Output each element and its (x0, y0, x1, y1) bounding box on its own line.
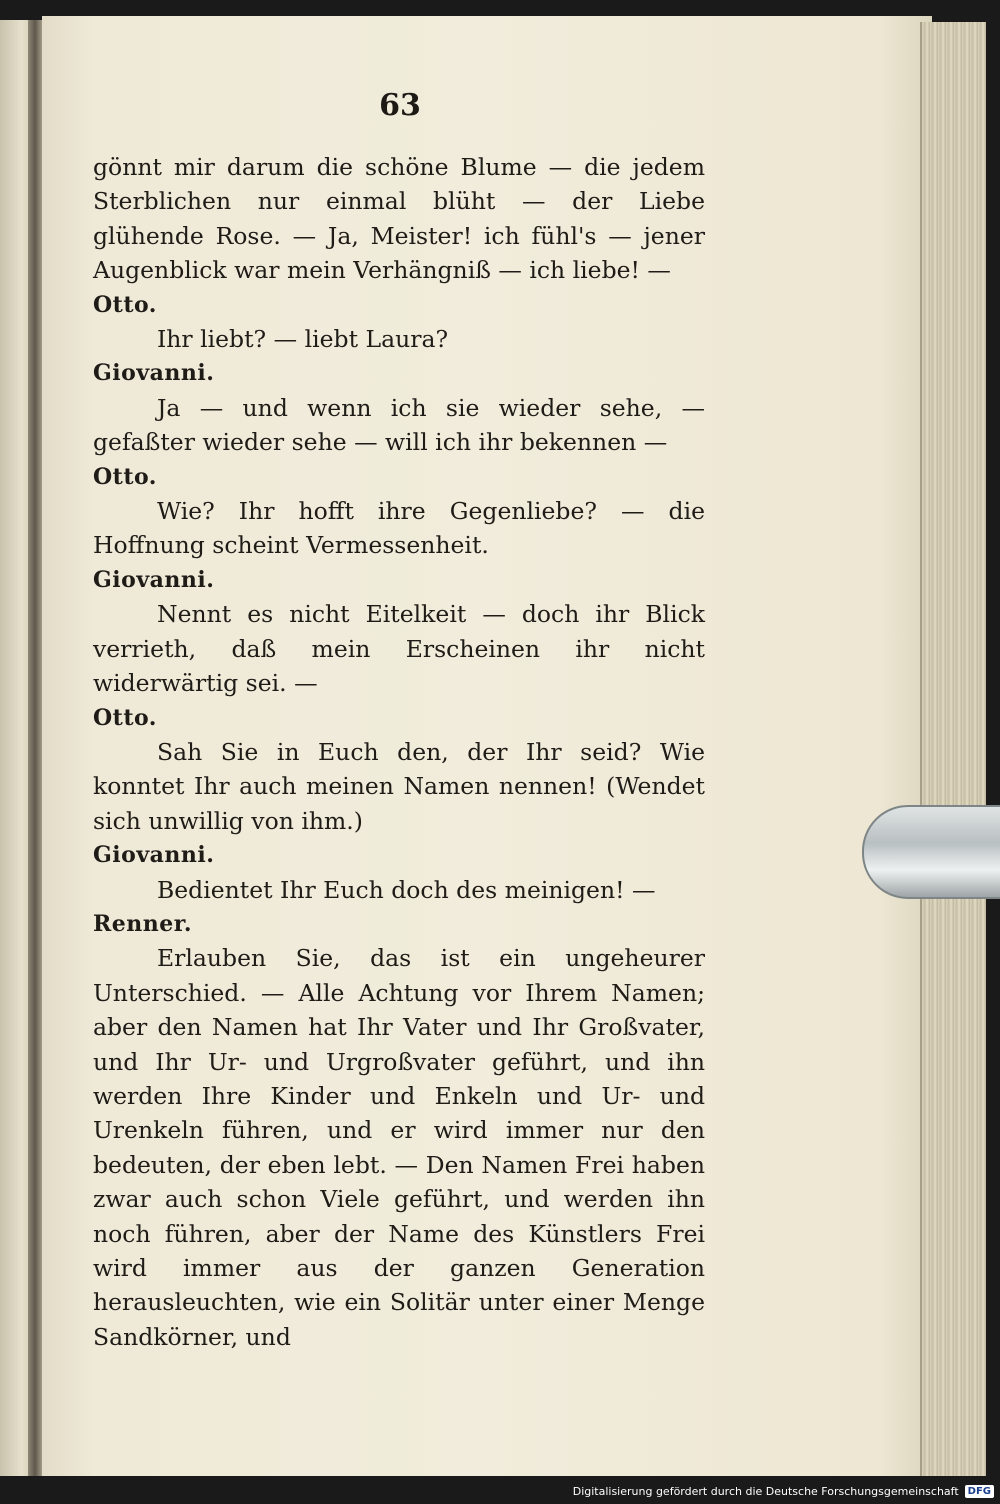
speaker-name: Giovanni. (93, 360, 215, 387)
paragraph: Bedientet Ihr Euch doch des meinigen! — (157, 875, 656, 904)
page-text (93, 150, 705, 1354)
paragraph: gönnt mir darum die schöne Blume — die jedem Sterblichen nur einmal blüht — der Liebe glühende Rose. — Ja, Meister! ich fühl's — jener Augenblick war mein Verhängniß — ich liebe! — (93, 153, 705, 285)
page-clip (862, 805, 1000, 899)
page-number: 63 (379, 88, 421, 123)
footer-text: Digitalisierung gefördert durch die Deutsche Forschungsgemeinschaft (572, 1484, 959, 1498)
page-stack-edge (920, 22, 986, 1476)
paragraph: Sah Sie in Euch den, der Ihr seid? Wie konntet Ihr auch meinen Namen nennen! (Wendet sich unwillig von ihm.) (93, 737, 705, 835)
paragraph: Wie? Ihr hofft ihre Gegenliebe? — die Hoffnung scheint Vermessenheit. (93, 497, 705, 560)
book-gutter (28, 20, 42, 1476)
speaker-name: Otto. (93, 463, 157, 490)
speaker-name: Giovanni. (93, 842, 215, 869)
paragraph: Ihr liebt? — liebt Laura? (157, 325, 449, 354)
footer-credit (573, 1482, 994, 1500)
speaker-name: Otto. (93, 291, 157, 318)
speaker-name: Renner. (93, 910, 192, 937)
speaker-name: Giovanni. (93, 566, 215, 593)
paragraph: Ja — und wenn ich sie wieder sehe, — gefaßter wieder sehe — will ich ihr bekennen — (93, 393, 705, 457)
paragraph: Nennt es nicht Eitelkeit — doch ihr Blick verrieth, daß mein Erscheinen ihr nicht widerwärtig sei. — (93, 600, 705, 698)
dfg-logo-icon: DFG (965, 1485, 994, 1498)
paragraph: Erlauben Sie, das ist ein ungeheurer Unterschied. — Alle Achtung vor Ihrem Namen; aber den Namen hat Ihr Vater und Ihr Großvater, und Ihr Ur- und Urgroßvater geführt, und ihn werden Ihre Kinder und Enkeln und Ur- und Urenkeln führen, und er wird immer nur den bedeuten, der eben lebt. — Den Namen Frei haben zwar auch schon Viele geführt, und werden ihn noch führen, aber der Name des Künstlers Frei wird immer aus der ganzen Generation herausleuchten, wie ein Solitär unter einer Menge Sandkörner, und (93, 944, 705, 1351)
speaker-name: Otto. (93, 704, 157, 731)
